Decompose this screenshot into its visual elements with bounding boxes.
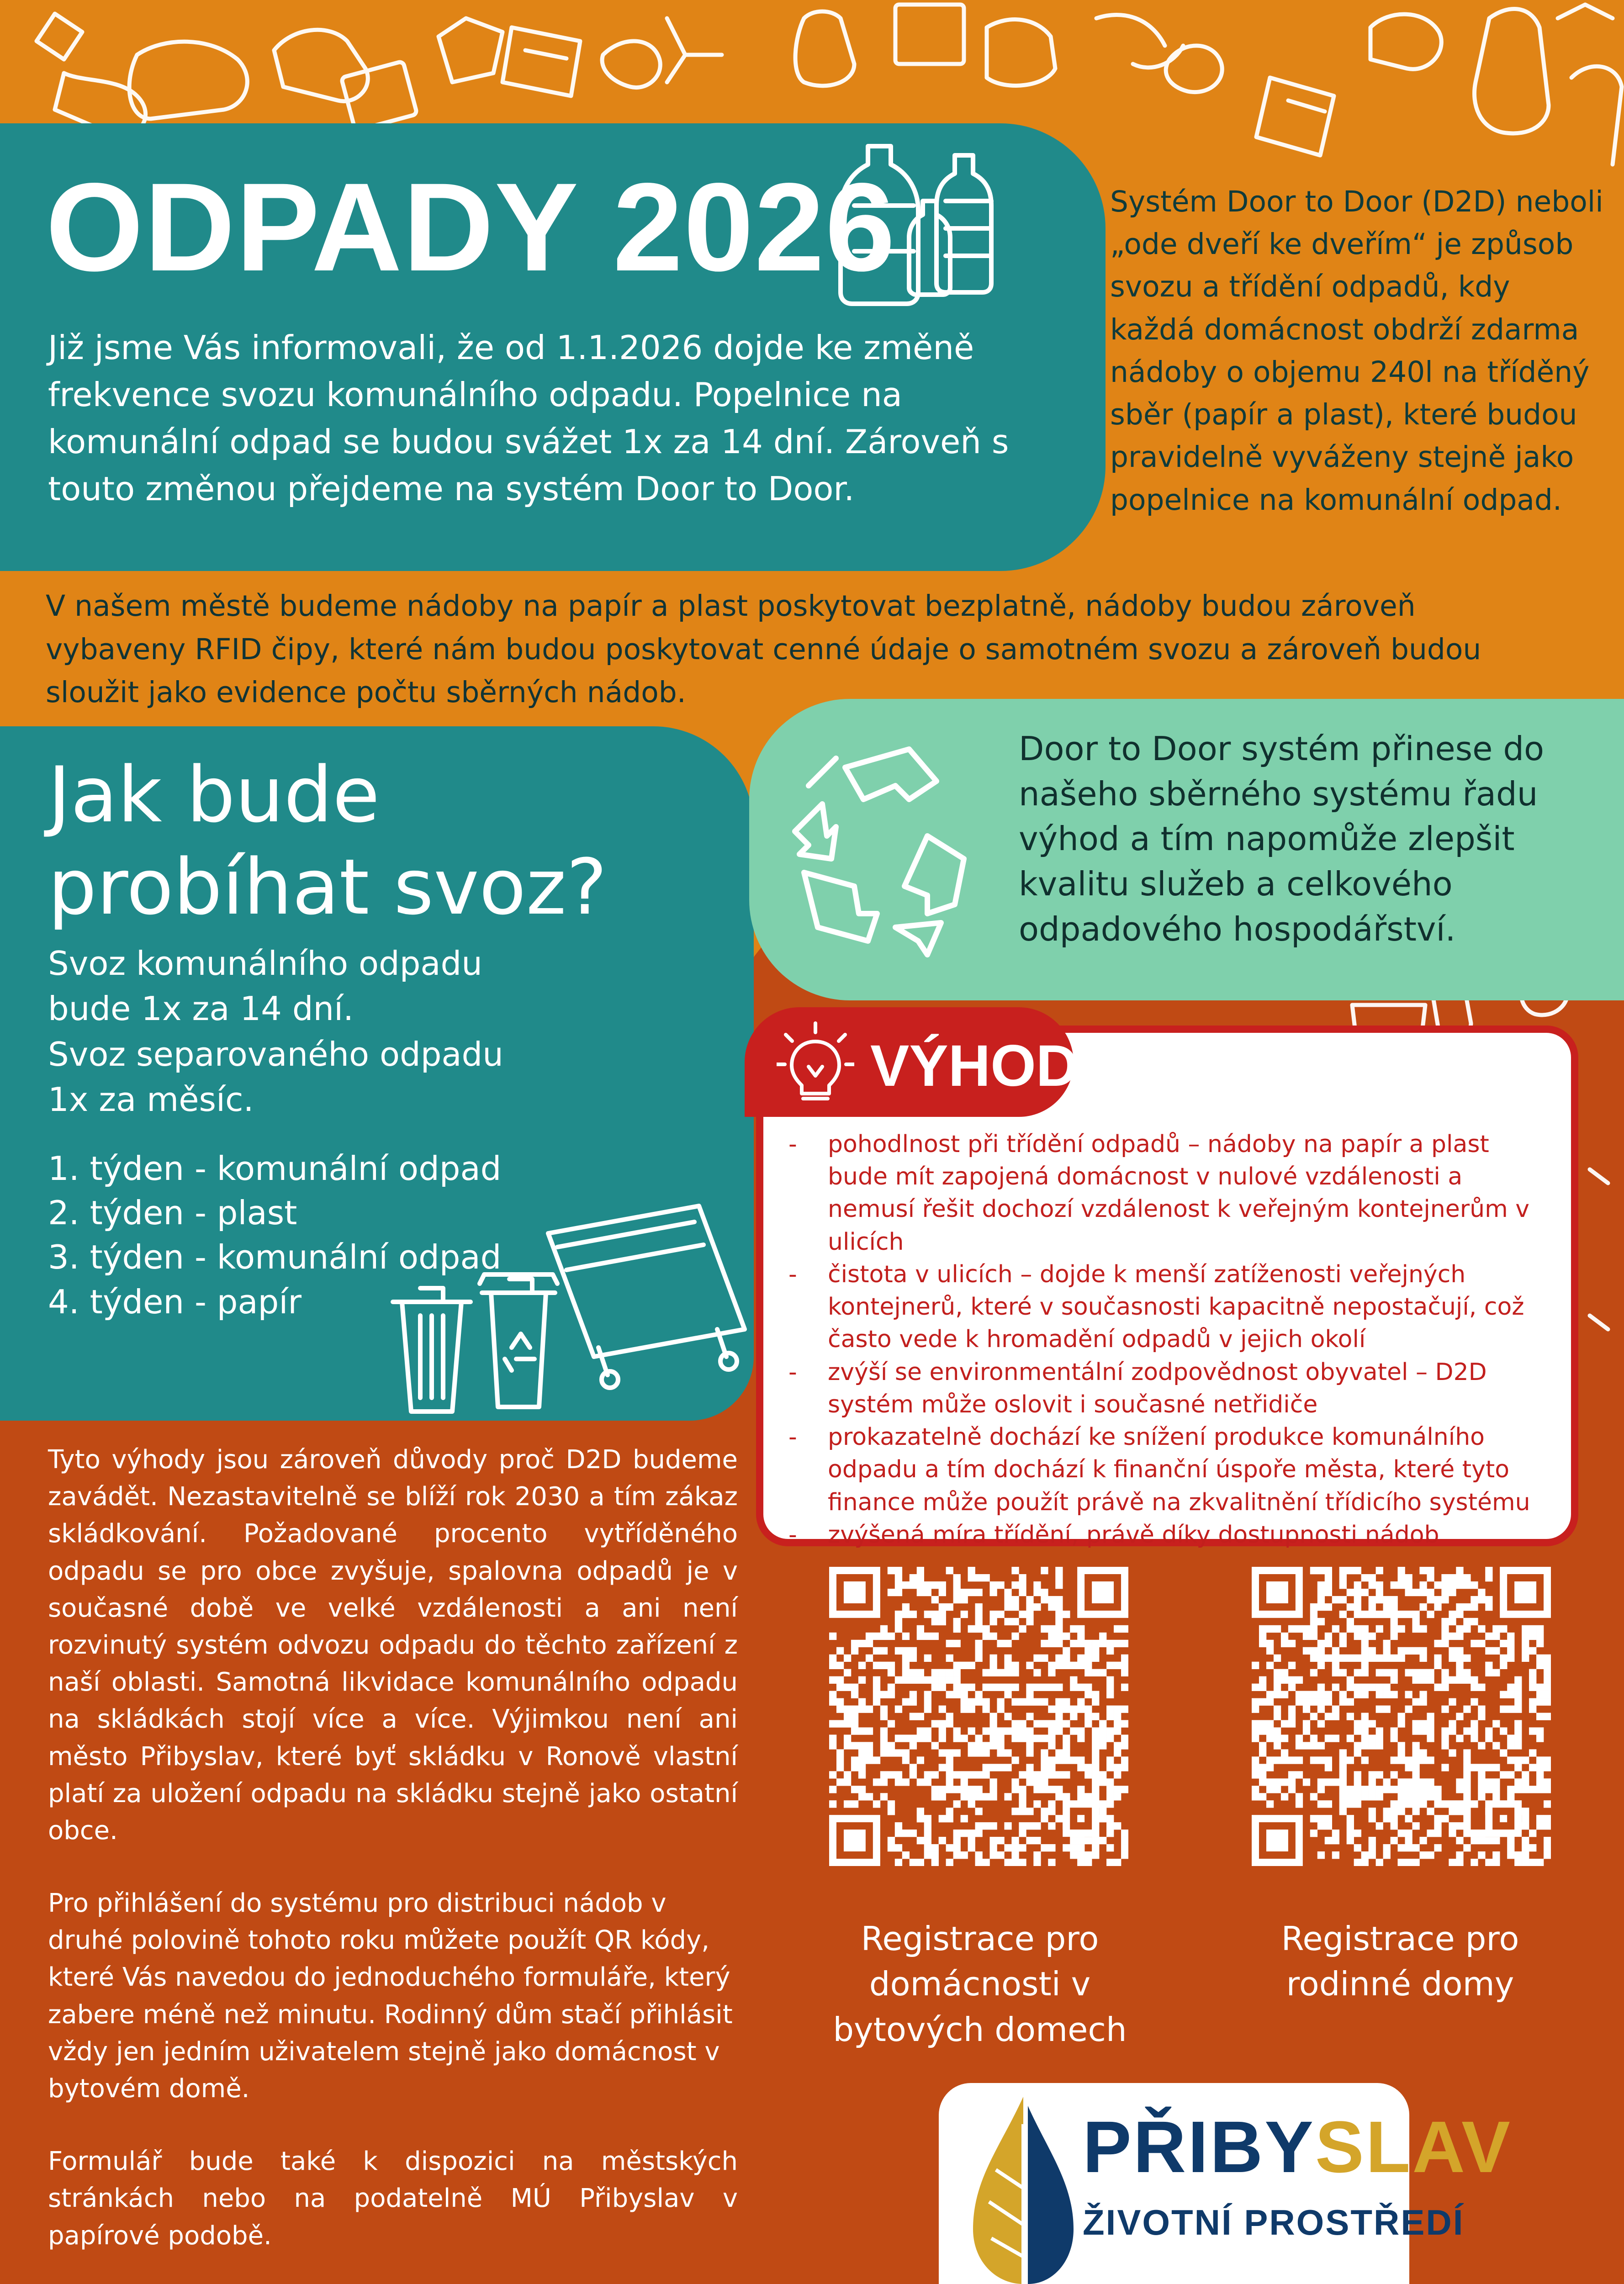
collection-heading-line1: Jak bude [48,750,380,840]
logo-subtitle: ŽIVOTNÍ PROSTŘEDÍ [1083,2202,1465,2242]
week-item: 2. týden - plast [48,1194,297,1232]
logo-word-part1: PŘIBY [1083,2106,1315,2188]
registration-paragraph: Pro přihlášení do systému pro distribuci nádob v druhé polovině tohoto roku můžete použít QR kódy, které Vás navedou do jednoduchého formuláře, který zabere méně než minutu. Rodinný dům stačí přihlásit vždy jen jedním uživatelem stejně jako domácnost v bytovém domě. [48,1888,733,2104]
qr-caption-apartments: Registrace pro domácnosti v bytových domech [833,1919,1127,2049]
benefits-list [786,1128,1553,1551]
reasons-paragraph: Tyto výhody jsou zároveň důvody proč D2D budeme zavádět. Nezastavitelně se blíží rok 2030 a tím zákaz skládkování. Požadované procento vytříděného odpadu se pro obce zvyšuje, spalovna odpadů je v současné době ve velké vzdálenosti a ani není rozvinutý systém odvozu odpadu do těchto zařízení z naší oblasti. Samotná likvidace komunálního odpadu na skládkách stojí více a více. Výjimkou není ani město Přibyslav, které byť skládku v Ronově vlastní platí za uložení odpadu na skládku stejně jako ostatní obce. [48,1445,738,1845]
benefit-item: - zvýšená míra třídění, právě díky dostupnosti nádob [786,1519,1553,1551]
benefit-item: - prokazatelně dochází ke snížení produkce komunálního odpadu a tím dochází k finanční úspoře města, které tyto finance může použít právě na zkvalitnění třídicího systému [786,1421,1553,1519]
collection-frequency [48,941,642,1122]
week-item: 1. týden - komunální odpad [48,1149,502,1188]
logo-wordmark [1083,2106,1512,2188]
form-availability-paragraph: Formulář bude také k dispozici na městských stránkách nebo na podatelně MÚ Přibyslav v papírové podobě. [48,2147,738,2251]
frequency-line: Svoz separovaného odpadu [48,1035,503,1073]
benefits-label: VÝHODY [870,1033,1117,1099]
bottom-text [48,1441,738,2284]
qr-code-apartments[interactable] [829,1567,1128,1866]
frequency-line: bude 1x za 14 dní. [48,989,354,1028]
collection-heading-line2: probíhat svoz? [48,842,607,932]
logo-word-part2: SLAV [1315,2106,1512,2188]
page-title: ODPADY 2026 [46,157,896,297]
d2d-definition-text: Systém Door to Door (D2D) neboli „ode dveří ke dveřím“ je způsob svozu a třídění odpadů, kdy každá domácnost obdrží zdarma nádoby o objemu 240l na tříděný sběr (papír a plast), které budou pravidelně vyváženy stejně jako popelnice na komunální odpad. [1110,185,1603,517]
recycle-icon [777,726,987,964]
qr-code-family-houses[interactable] [1252,1567,1551,1866]
qr-caption-family-houses: Registrace pro rodinné domy [1281,1919,1519,2004]
collection-heading [48,749,710,933]
intro-paragraph: Již jsme Vás informovali, že od 1.1.2026 dojde ke změně frekvence svozu komunálního odpadu. Popelnice na komunální odpad se budou svážet 1x za 14 dní. Zároveň s touto změnou přejdeme na systém Door to Door. [48,328,1009,508]
lightbulb-icon [777,1021,854,1103]
benefit-item: - zvýší se environmentální zodpovědnost obyvatel – D2D systém může oslovit i současné netřidiče [786,1356,1553,1421]
benefit-item: - pohodlnost při třídění odpadů – nádoby na papír a plast bude mít zapojená domácnost v nulové vzdálenosti a nemusí řešit dochozí vzdálenost k veřejným kontejnerům v ulicích [786,1128,1553,1258]
frequency-line: 1x za měsíc. [48,1080,254,1119]
leaf-drop-logo-icon [968,2097,1078,2284]
week-item: 4. týden - papír [48,1282,302,1321]
bins-illustration-icon [384,1197,758,1425]
benefits-intro-text: Door to Door systém přinese do našeho sběrného systému řadu výhod a tím napomůže zlepšit kvalitu služeb a celkového odpadového hospodářství. [1019,730,1545,948]
city-info-text: V našem městě budeme nádoby na papír a plast poskytovat bezplatně, nádoby budou zároveň vybaveny RFID čipy, které nám budou poskytovat cenné údaje o samotném svozu a zároveň budou sloužit jako evidence počtu sběrných nádob. [46,589,1481,709]
week-item: 3. týden - komunální odpad [48,1238,502,1277]
benefit-item: - čistota v ulicích – dojde k menší zatíženosti veřejných kontejnerů, které v současnosti kapacitně nepostačují, což často vede k hromadění odpadů v jejich okolí [786,1258,1553,1356]
frequency-line: Svoz komunálního odpadu [48,944,482,983]
